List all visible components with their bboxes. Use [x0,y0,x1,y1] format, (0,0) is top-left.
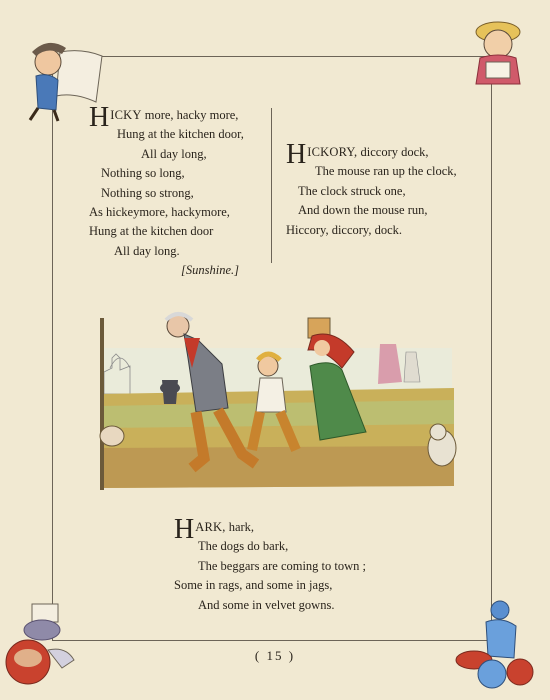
corner-figure-top-right [458,12,538,92]
poem-line: Hung at the kitchen door [89,224,214,239]
poem-line: Nothing so long, [101,166,185,181]
first-line-rest: more, hacky more, [141,108,239,122]
first-word: ICKORY, [307,145,358,159]
drop-cap: H [286,139,307,170]
poem-line: The dogs do bark, [198,539,289,554]
poem-first-line [89,102,269,133]
poem-line: Some in rags, and some in jags, [174,578,333,593]
poem-hark [174,514,404,615]
poem-line: The beggars are coming to town ; [198,558,367,573]
poem-line: The mouse ran up the clock, [315,164,457,179]
poem-line: Nothing so strong, [101,185,194,200]
beggars-illustration [96,308,458,500]
first-word: ICKY [110,108,142,122]
poem-hickory [286,139,476,240]
poem-line: Hiccory, diccory, dock. [286,222,403,237]
corner-figure-bottom-right [452,596,544,696]
first-line-rest: diccory dock, [357,145,429,159]
poem-first-line [286,139,476,170]
poem-source: [Sunshine.] [181,263,239,278]
drop-cap: H [89,102,110,133]
poem-line: All day long, [141,146,207,161]
poem-line: And down the mouse run, [298,203,428,218]
poem-line: And some in velvet gowns. [198,597,335,612]
poem-first-line [174,514,404,545]
poem-line: The clock struck one, [298,183,406,198]
corner-figure-bottom-left [2,596,92,696]
column-divider [271,108,272,263]
poem-line: All day long. [114,243,180,258]
page-number: ( 15 ) [254,648,296,663]
poem-line: Hung at the kitchen door, [117,127,244,142]
poem-hicky [89,102,269,281]
first-word: ARK, [195,520,226,534]
poem-line: As hickeymore, hackymore, [89,205,230,220]
first-line-rest: hark, [225,520,255,534]
drop-cap: H [174,514,195,545]
